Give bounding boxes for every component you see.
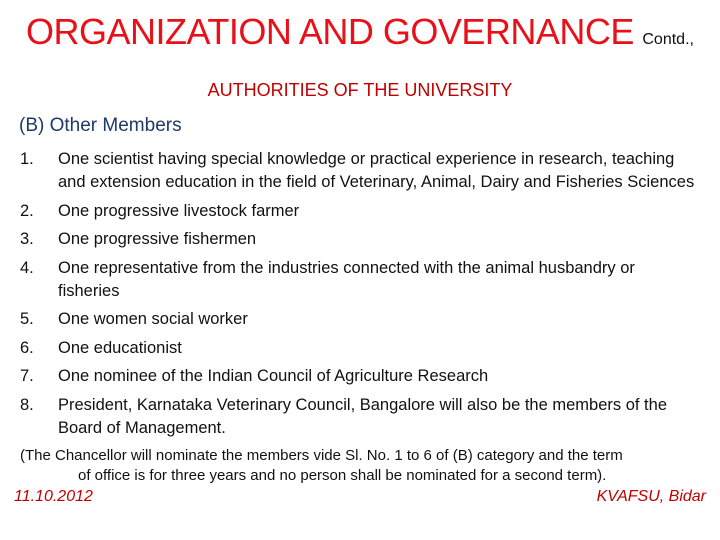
list-item-text: One women social worker — [58, 310, 248, 328]
section-heading: (B) Other Members — [19, 115, 182, 136]
list-item — [20, 337, 700, 360]
list-item — [20, 200, 700, 223]
list-item-text: One nominee of the Indian Council of Agriculture Research — [58, 367, 489, 385]
note-line-2: of office is for three years and no person shall be nominated for a second term). — [78, 467, 607, 484]
list-item — [20, 228, 700, 251]
list-item — [20, 257, 700, 303]
list-item-text: One progressive fishermen — [58, 230, 257, 248]
list-item-number: 5. — [20, 310, 34, 328]
list-item-text: One scientist having special knowledge or practical experience in research, teaching and extension education in the field of Veterinary, Animal, Dairy and Fisheries Sciences — [58, 150, 695, 191]
list-item — [20, 308, 700, 331]
list-item — [20, 365, 700, 388]
title-continued-label: Contd., — [642, 31, 694, 48]
list-item-text: One progressive livestock farmer — [58, 201, 300, 220]
list-item-number: 2. — [20, 201, 34, 220]
list-item-text: One educationist — [58, 338, 182, 357]
note-line-1: (The Chancellor will nominate the members vide Sl. No. 1 to 6 of (B) category and the term — [20, 447, 623, 464]
slide-subtitle: AUTHORITIES OF THE UNIVERSITY — [207, 80, 513, 100]
list-item-number: 1. — [20, 150, 34, 168]
page-title: ORGANIZATION AND GOVERNANCE — [26, 11, 634, 52]
list-item — [20, 394, 700, 440]
footer-date: 11.10.2012 — [14, 488, 93, 505]
list-item — [20, 148, 700, 194]
list-item-number: 7. — [20, 367, 34, 385]
list-item-number: 6. — [20, 338, 34, 357]
slide-title — [0, 11, 720, 52]
list-item-text: President, Karnataka Veterinary Council, Bangalore will also be the members of the Board of Management. — [58, 395, 667, 437]
list-item-number: 3. — [20, 230, 34, 248]
list-item-number: 8. — [20, 395, 34, 414]
nomination-note — [20, 446, 700, 486]
members-list — [20, 148, 700, 445]
list-item-text: One representative from the industries connected with the animal husbandry or fisheries — [58, 258, 635, 300]
footer-organization: KVAFSU, Bidar — [596, 488, 706, 505]
list-item-number: 4. — [20, 258, 34, 277]
